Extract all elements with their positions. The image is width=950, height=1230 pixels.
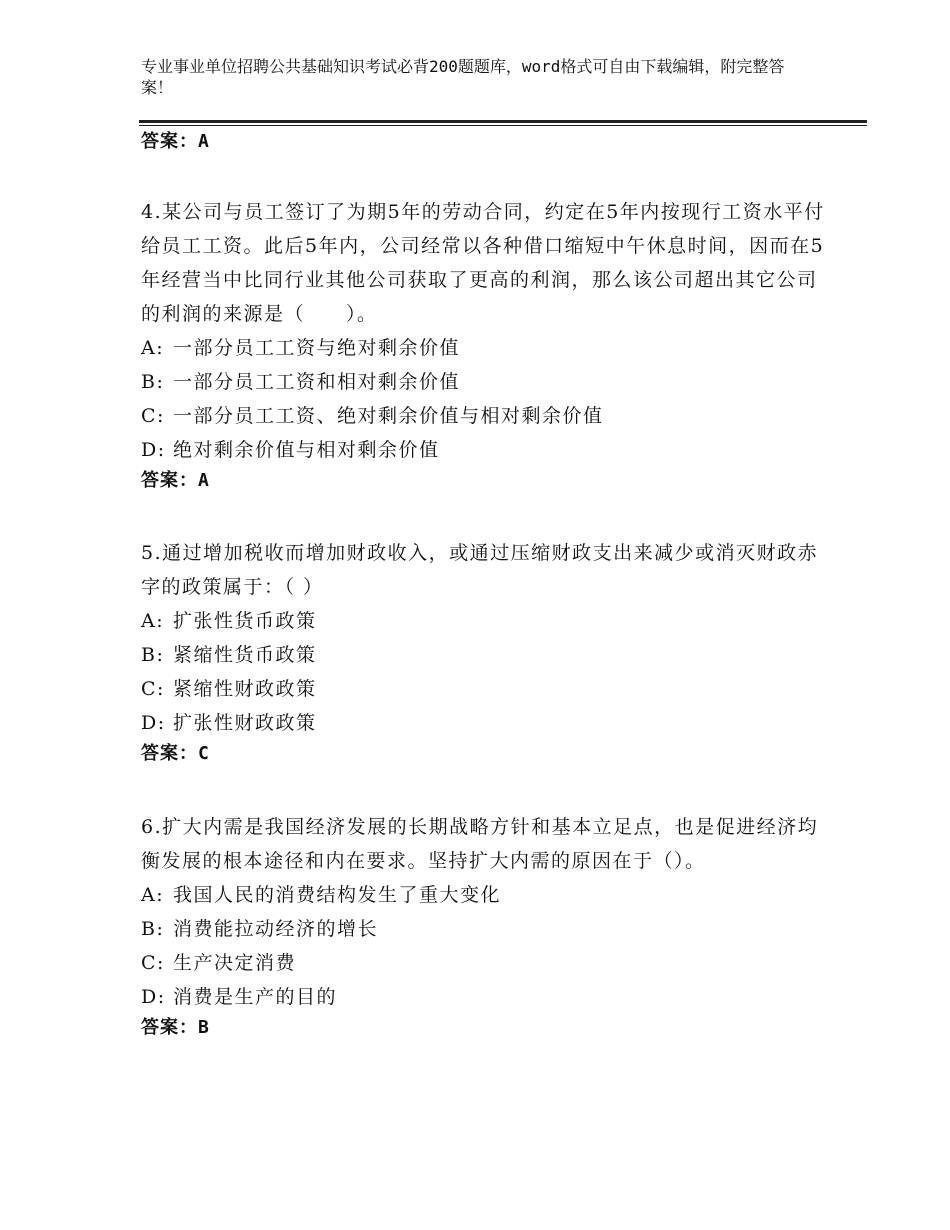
- header-rule-thin: [139, 125, 867, 126]
- header-rule-thick: [139, 120, 867, 123]
- option-text: 消费是生产的目的: [173, 986, 338, 1008]
- option-b: [141, 365, 831, 399]
- option-letter: C:: [141, 405, 165, 427]
- option-b: [141, 638, 831, 672]
- option-d: [141, 706, 831, 740]
- question-answer: 答案：B: [141, 1017, 210, 1038]
- option-letter: D:: [141, 986, 166, 1008]
- question-stem: 6.扩大内需是我国经济发展的长期战略方针和基本立足点，也是促进经济均衡发展的根本途径和内在要求。坚持扩大内需的原因在于（）。: [141, 816, 819, 872]
- option-text: 我国人民的消费结构发生了重大变化: [173, 884, 502, 906]
- option-text: 紧缩性财政政策: [173, 678, 317, 700]
- option-letter: D:: [141, 712, 166, 734]
- option-letter: B:: [141, 644, 165, 666]
- question-5: [141, 536, 831, 768]
- option-letter: C:: [141, 952, 165, 974]
- question-stem: 5.通过增加税收而增加财政收入，或通过压缩财政支出来减少或消灭财政赤字的政策属于：（ ）: [141, 542, 819, 598]
- question-answer: 答案：A: [141, 470, 210, 491]
- option-letter: A:: [141, 884, 165, 906]
- option-text: 扩张性财政政策: [173, 712, 317, 734]
- option-text: 生产决定消费: [173, 952, 297, 974]
- option-c: [141, 672, 831, 706]
- option-b: [141, 912, 831, 946]
- question-4: [141, 195, 831, 495]
- option-letter: A:: [141, 610, 165, 632]
- option-a: [141, 878, 831, 912]
- option-text: 一部分员工工资与绝对剩余价值: [173, 337, 461, 359]
- option-d: [141, 433, 831, 467]
- option-d: [141, 980, 831, 1014]
- option-text: 一部分员工工资、绝对剩余价值与相对剩余价值: [173, 405, 604, 427]
- option-letter: D:: [141, 439, 166, 461]
- option-a: [141, 331, 831, 365]
- option-text: 扩张性货币政策: [173, 610, 317, 632]
- option-letter: B:: [141, 371, 165, 393]
- option-letter: A:: [141, 337, 165, 359]
- question-stem: 4.某公司与员工签订了为期5年的劳动合同，约定在5年内按现行工资水平付给员工工资。此后5年内，公司经常以各种借口缩短中午休息时间，因而在5年经营当中比同行业其他公司获取了更高的利润，那么该公司超出其它公司的利润的来源是（ ）。: [141, 201, 825, 325]
- option-text: 一部分员工工资和相对剩余价值: [173, 371, 461, 393]
- option-text: 紧缩性货币政策: [173, 644, 317, 666]
- page-header: 专业事业单位招聘公共基础知识考试必背200题题库，word格式可自由下载编辑，附完整答案！: [141, 57, 785, 97]
- option-text: 消费能拉动经济的增长: [173, 918, 379, 940]
- question-6: [141, 810, 831, 1042]
- option-c: [141, 946, 831, 980]
- question-answer: 答案：C: [141, 743, 210, 764]
- option-a: [141, 604, 831, 638]
- option-text: 绝对剩余价值与相对剩余价值: [173, 439, 440, 461]
- answer-previous: 答案：A: [141, 131, 210, 152]
- option-c: [141, 399, 831, 433]
- option-letter: B:: [141, 918, 165, 940]
- option-letter: C:: [141, 678, 165, 700]
